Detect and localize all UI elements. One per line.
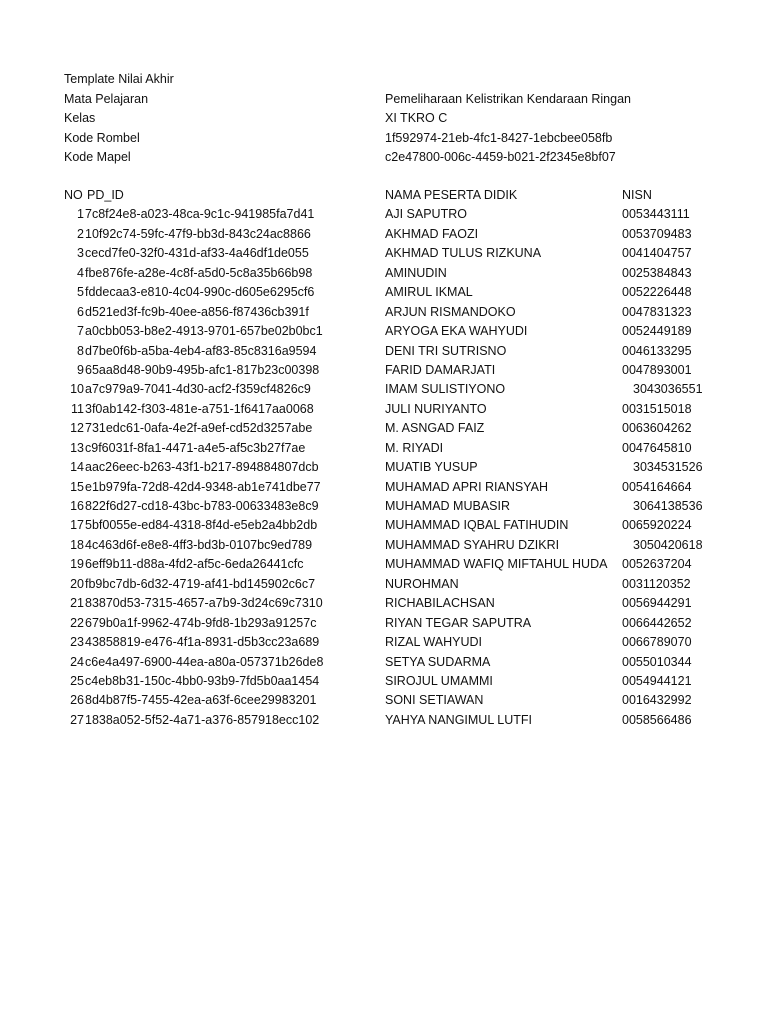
- cell-nama: YAHYA NANGIMUL LUTFI: [385, 712, 533, 727]
- header-pd-id: PD_ID: [87, 188, 124, 202]
- cell-nama: DENI TRI SUTRISNO: [385, 343, 507, 358]
- cell-nama: MUATIB YUSUP: [385, 460, 478, 475]
- cell-pd-id: aac26eec-b263-43f1-b217-894884807dcb: [85, 460, 319, 475]
- mata-pelajaran-row: [64, 90, 704, 110]
- cell-no: 25: [70, 673, 84, 688]
- cell-no: 17: [70, 518, 84, 533]
- cell-nama: IMAM SULISTIYONO: [385, 382, 506, 397]
- cell-nama: MUHAMAD APRI RIANSYAH: [385, 479, 548, 494]
- cell-nisn: 0025384843: [622, 265, 692, 280]
- cell-nama: NUROHMAN: [385, 576, 459, 591]
- cell-nisn: 0041404757: [622, 246, 692, 261]
- student-table: [64, 186, 724, 730]
- kelas-row: [64, 109, 704, 129]
- cell-no: 8: [77, 343, 84, 358]
- cell-pd-id: c4eb8b31-150c-4bb0-93b9-7fd5b0aa1454: [85, 673, 320, 688]
- cell-nisn: 0066789070: [622, 635, 692, 650]
- cell-nama: RICHABILACHSAN: [385, 596, 495, 611]
- kode-rombel-row: [64, 129, 704, 149]
- cell-nama: RIYAN TEGAR SAPUTRA: [385, 615, 532, 630]
- cell-nama: MUHAMMAD IQBAL FATIHUDIN: [385, 518, 569, 533]
- cell-nisn: 0053709483: [622, 226, 692, 241]
- cell-nisn: 0058566486: [622, 712, 692, 727]
- cell-pd-id: 7c8f24e8-a023-48ca-9c1c-941985fa7d41: [85, 207, 315, 222]
- cell-nama: ARYOGA EKA WAHYUDI: [385, 324, 528, 339]
- cell-pd-id: 6eff9b11-d88a-4fd2-af5c-6eda26441cfc: [85, 557, 304, 572]
- mata-pelajaran-label: Mata Pelajaran: [64, 91, 149, 106]
- cell-nisn: 0056944291: [622, 596, 692, 611]
- cell-nama: M. RIYADI: [385, 440, 444, 455]
- table-row: [64, 244, 724, 263]
- cell-nisn: 0052449189: [622, 324, 692, 339]
- table-row: [64, 497, 724, 516]
- cell-nisn: 0047831323: [622, 304, 692, 319]
- cell-pd-id: a7c979a9-7041-4d30-acf2-f359cf4826c9: [85, 382, 311, 397]
- cell-no: 13: [70, 440, 84, 455]
- cell-pd-id: e1b979fa-72d8-42d4-9348-ab1e741dbe77: [85, 479, 321, 494]
- cell-no: 6: [77, 304, 84, 319]
- table-row: [64, 516, 724, 535]
- cell-pd-id: c6e4a497-6900-44ea-a80a-057371b26de8: [85, 654, 324, 669]
- cell-pd-id: 3f0ab142-f303-481e-a751-1f6417aa0068: [85, 401, 314, 416]
- cell-no: 19: [70, 557, 84, 572]
- cell-nisn: 0031515018: [622, 401, 692, 416]
- table-header-row: [64, 186, 724, 205]
- kode-mapel-label: Kode Mapel: [64, 150, 131, 164]
- cell-pd-id: 8d4b87f5-7455-42ea-a63f-6cee29983201: [85, 693, 317, 708]
- cell-nisn: 0063604262: [622, 421, 692, 436]
- cell-nama: AJI SAPUTRO: [385, 207, 467, 222]
- cell-nama: FARID DAMARJATI: [385, 362, 496, 377]
- cell-no: 11: [71, 401, 84, 416]
- table-row: [64, 342, 724, 361]
- cell-no: 10: [70, 382, 84, 397]
- cell-nisn: 0047893001: [622, 362, 692, 377]
- table-row: [64, 458, 724, 477]
- cell-pd-id: 822f6d27-cd18-43bc-b783-00633483e8c9: [85, 499, 319, 513]
- table-row: [64, 400, 724, 419]
- cell-pd-id: 43858819-e476-4f1a-8931-d5b3cc23a689: [85, 635, 320, 650]
- cell-no: 9: [77, 362, 84, 377]
- cell-no: 22: [70, 615, 84, 630]
- cell-nama: ARJUN RISMANDOKO: [385, 304, 516, 319]
- cell-pd-id: fddecaa3-e810-4c04-990c-d605e6295cf6: [85, 285, 315, 300]
- cell-nama: M. ASNGAD FAIZ: [385, 421, 485, 436]
- table-row: [64, 322, 724, 341]
- document-title: Template Nilai Akhir: [64, 72, 174, 86]
- cell-no: 27: [70, 712, 84, 727]
- document-header: [64, 70, 704, 168]
- cell-pd-id: 65aa8d48-90b9-495b-afc1-817b23c00398: [85, 362, 320, 377]
- cell-nisn: 3043036551: [633, 382, 703, 397]
- cell-no: 5: [77, 285, 84, 300]
- table-row: [64, 478, 724, 497]
- cell-nama: MUHAMAD MUBASIR: [385, 499, 511, 513]
- kelas-label: Kelas: [64, 111, 96, 125]
- cell-no: 21: [70, 596, 84, 611]
- cell-nisn: 0052226448: [622, 285, 692, 300]
- cell-nisn: 3050420618: [633, 537, 703, 552]
- cell-nama: MUHAMMAD SYAHRU DZIKRI: [385, 537, 560, 552]
- cell-nama: SETYA SUDARMA: [385, 654, 491, 669]
- cell-nisn: 0046133295: [622, 343, 692, 358]
- table-row: [64, 439, 724, 458]
- cell-no: 2: [77, 226, 84, 241]
- cell-nisn: 3064138536: [633, 499, 703, 513]
- cell-nisn: 0054944121: [622, 673, 692, 688]
- table-row: [64, 225, 724, 244]
- cell-no: 14: [70, 460, 84, 475]
- table-row: [64, 691, 724, 710]
- cell-nisn: 0016432992: [622, 693, 692, 708]
- cell-nisn: 0047645810: [622, 440, 692, 455]
- cell-nama: JULI NURIYANTO: [385, 401, 487, 416]
- cell-pd-id: cecd7fe0-32f0-431d-af33-4a46df1de055: [85, 246, 309, 261]
- cell-no: 3: [77, 246, 84, 261]
- cell-nisn: 3034531526: [633, 460, 703, 475]
- cell-nama: AMIRUL IKMAL: [385, 285, 473, 300]
- cell-nisn: 0065920224: [622, 518, 692, 533]
- cell-nisn: 0052637204: [622, 557, 692, 572]
- cell-nama: AMINUDIN: [385, 265, 447, 280]
- cell-nama: AKHMAD FAOZI: [385, 226, 479, 241]
- cell-no: 12: [70, 421, 84, 436]
- cell-nama: RIZAL WAHYUDI: [385, 635, 482, 650]
- table-row: [64, 614, 724, 633]
- table-row: [64, 283, 724, 302]
- kelas-value: XI TKRO C: [385, 111, 448, 125]
- cell-pd-id: 5bf0055e-ed84-4318-8f4d-e5eb2a4bb2db: [85, 518, 318, 533]
- cell-pd-id: fb9bc7db-6d32-4719-af41-bd145902c6c7: [85, 576, 316, 591]
- table-row: [64, 303, 724, 322]
- cell-pd-id: c9f6031f-8fa1-4471-a4e5-af5c3b27f7ae: [85, 440, 306, 455]
- table-row: [64, 633, 724, 652]
- table-row: [64, 361, 724, 380]
- table-row: [64, 205, 724, 224]
- table-row: [64, 380, 724, 399]
- cell-no: 23: [70, 635, 84, 650]
- cell-no: 26: [70, 693, 84, 708]
- cell-no: 20: [70, 576, 84, 591]
- table-row: [64, 555, 724, 574]
- header-no: NO: [64, 188, 83, 202]
- table-row: [64, 536, 724, 555]
- cell-pd-id: d521ed3f-fc9b-40ee-a856-f87436cb391f: [85, 304, 309, 319]
- cell-pd-id: d7be0f6b-a5ba-4eb4-af83-85c8316a9594: [85, 343, 317, 358]
- cell-nisn: 0066442652: [622, 615, 692, 630]
- kode-mapel-row: [64, 148, 704, 168]
- table-row: [64, 419, 724, 438]
- table-row: [64, 711, 724, 730]
- cell-pd-id: 679b0a1f-9962-474b-9fd8-1b293a91257c: [85, 615, 317, 630]
- kode-rombel-label: Kode Rombel: [64, 130, 140, 145]
- cell-pd-id: 83870d53-7315-4657-a7b9-3d24c69c7310: [85, 596, 323, 611]
- cell-no: 1: [77, 207, 84, 222]
- table-row: [64, 594, 724, 613]
- cell-pd-id: 731edc61-0afa-4e2f-a9ef-cd52d3257abe: [85, 421, 313, 436]
- table-row: [64, 672, 724, 691]
- cell-nama: MUHAMMAD WAFIQ MIFTAHUL HUDA: [385, 557, 608, 572]
- cell-nama: SONI SETIAWAN: [385, 693, 484, 708]
- cell-no: 16: [70, 499, 84, 513]
- cell-pd-id: 1838a052-5f52-4a71-a376-857918ecc102: [85, 712, 320, 727]
- cell-nama: SIROJUL UMAMMI: [385, 673, 493, 688]
- cell-nisn: 0055010344: [622, 654, 692, 669]
- cell-nisn: 0031120352: [622, 576, 691, 591]
- cell-pd-id: 4c463d6f-e8e8-4ff3-bd3b-0107bc9ed789: [85, 537, 313, 552]
- cell-nisn: 0054164664: [622, 479, 692, 494]
- cell-no: 4: [77, 265, 84, 280]
- cell-pd-id: a0cbb053-b8e2-4913-9701-657be02b0bc1: [85, 324, 323, 339]
- kode-rombel-value: 1f592974-21eb-4fc1-8427-1ebcbee058fb: [385, 130, 613, 145]
- title-row: [64, 70, 704, 90]
- table-row: [64, 575, 724, 594]
- header-nisn: NISN: [622, 188, 652, 202]
- cell-no: 24: [70, 654, 84, 669]
- header-nama: NAMA PESERTA DIDIK: [385, 188, 518, 202]
- cell-no: 18: [70, 537, 84, 552]
- mata-pelajaran-value: Pemeliharaan Kelistrikan Kendaraan Ringan: [385, 91, 631, 106]
- cell-nisn: 0053443111: [622, 207, 690, 222]
- cell-no: 15: [70, 479, 84, 494]
- kode-mapel-value: c2e47800-006c-4459-b021-2f2345e8bf07: [385, 150, 616, 164]
- table-row: [64, 653, 724, 672]
- cell-no: 7: [77, 324, 84, 339]
- cell-nama: AKHMAD TULUS RIZKUNA: [385, 246, 542, 261]
- table-row: [64, 264, 724, 283]
- cell-pd-id: fbe876fe-a28e-4c8f-a5d0-5c8a35b66b98: [85, 265, 313, 280]
- cell-pd-id: 10f92c74-59fc-47f9-bb3d-843c24ac8866: [85, 226, 311, 241]
